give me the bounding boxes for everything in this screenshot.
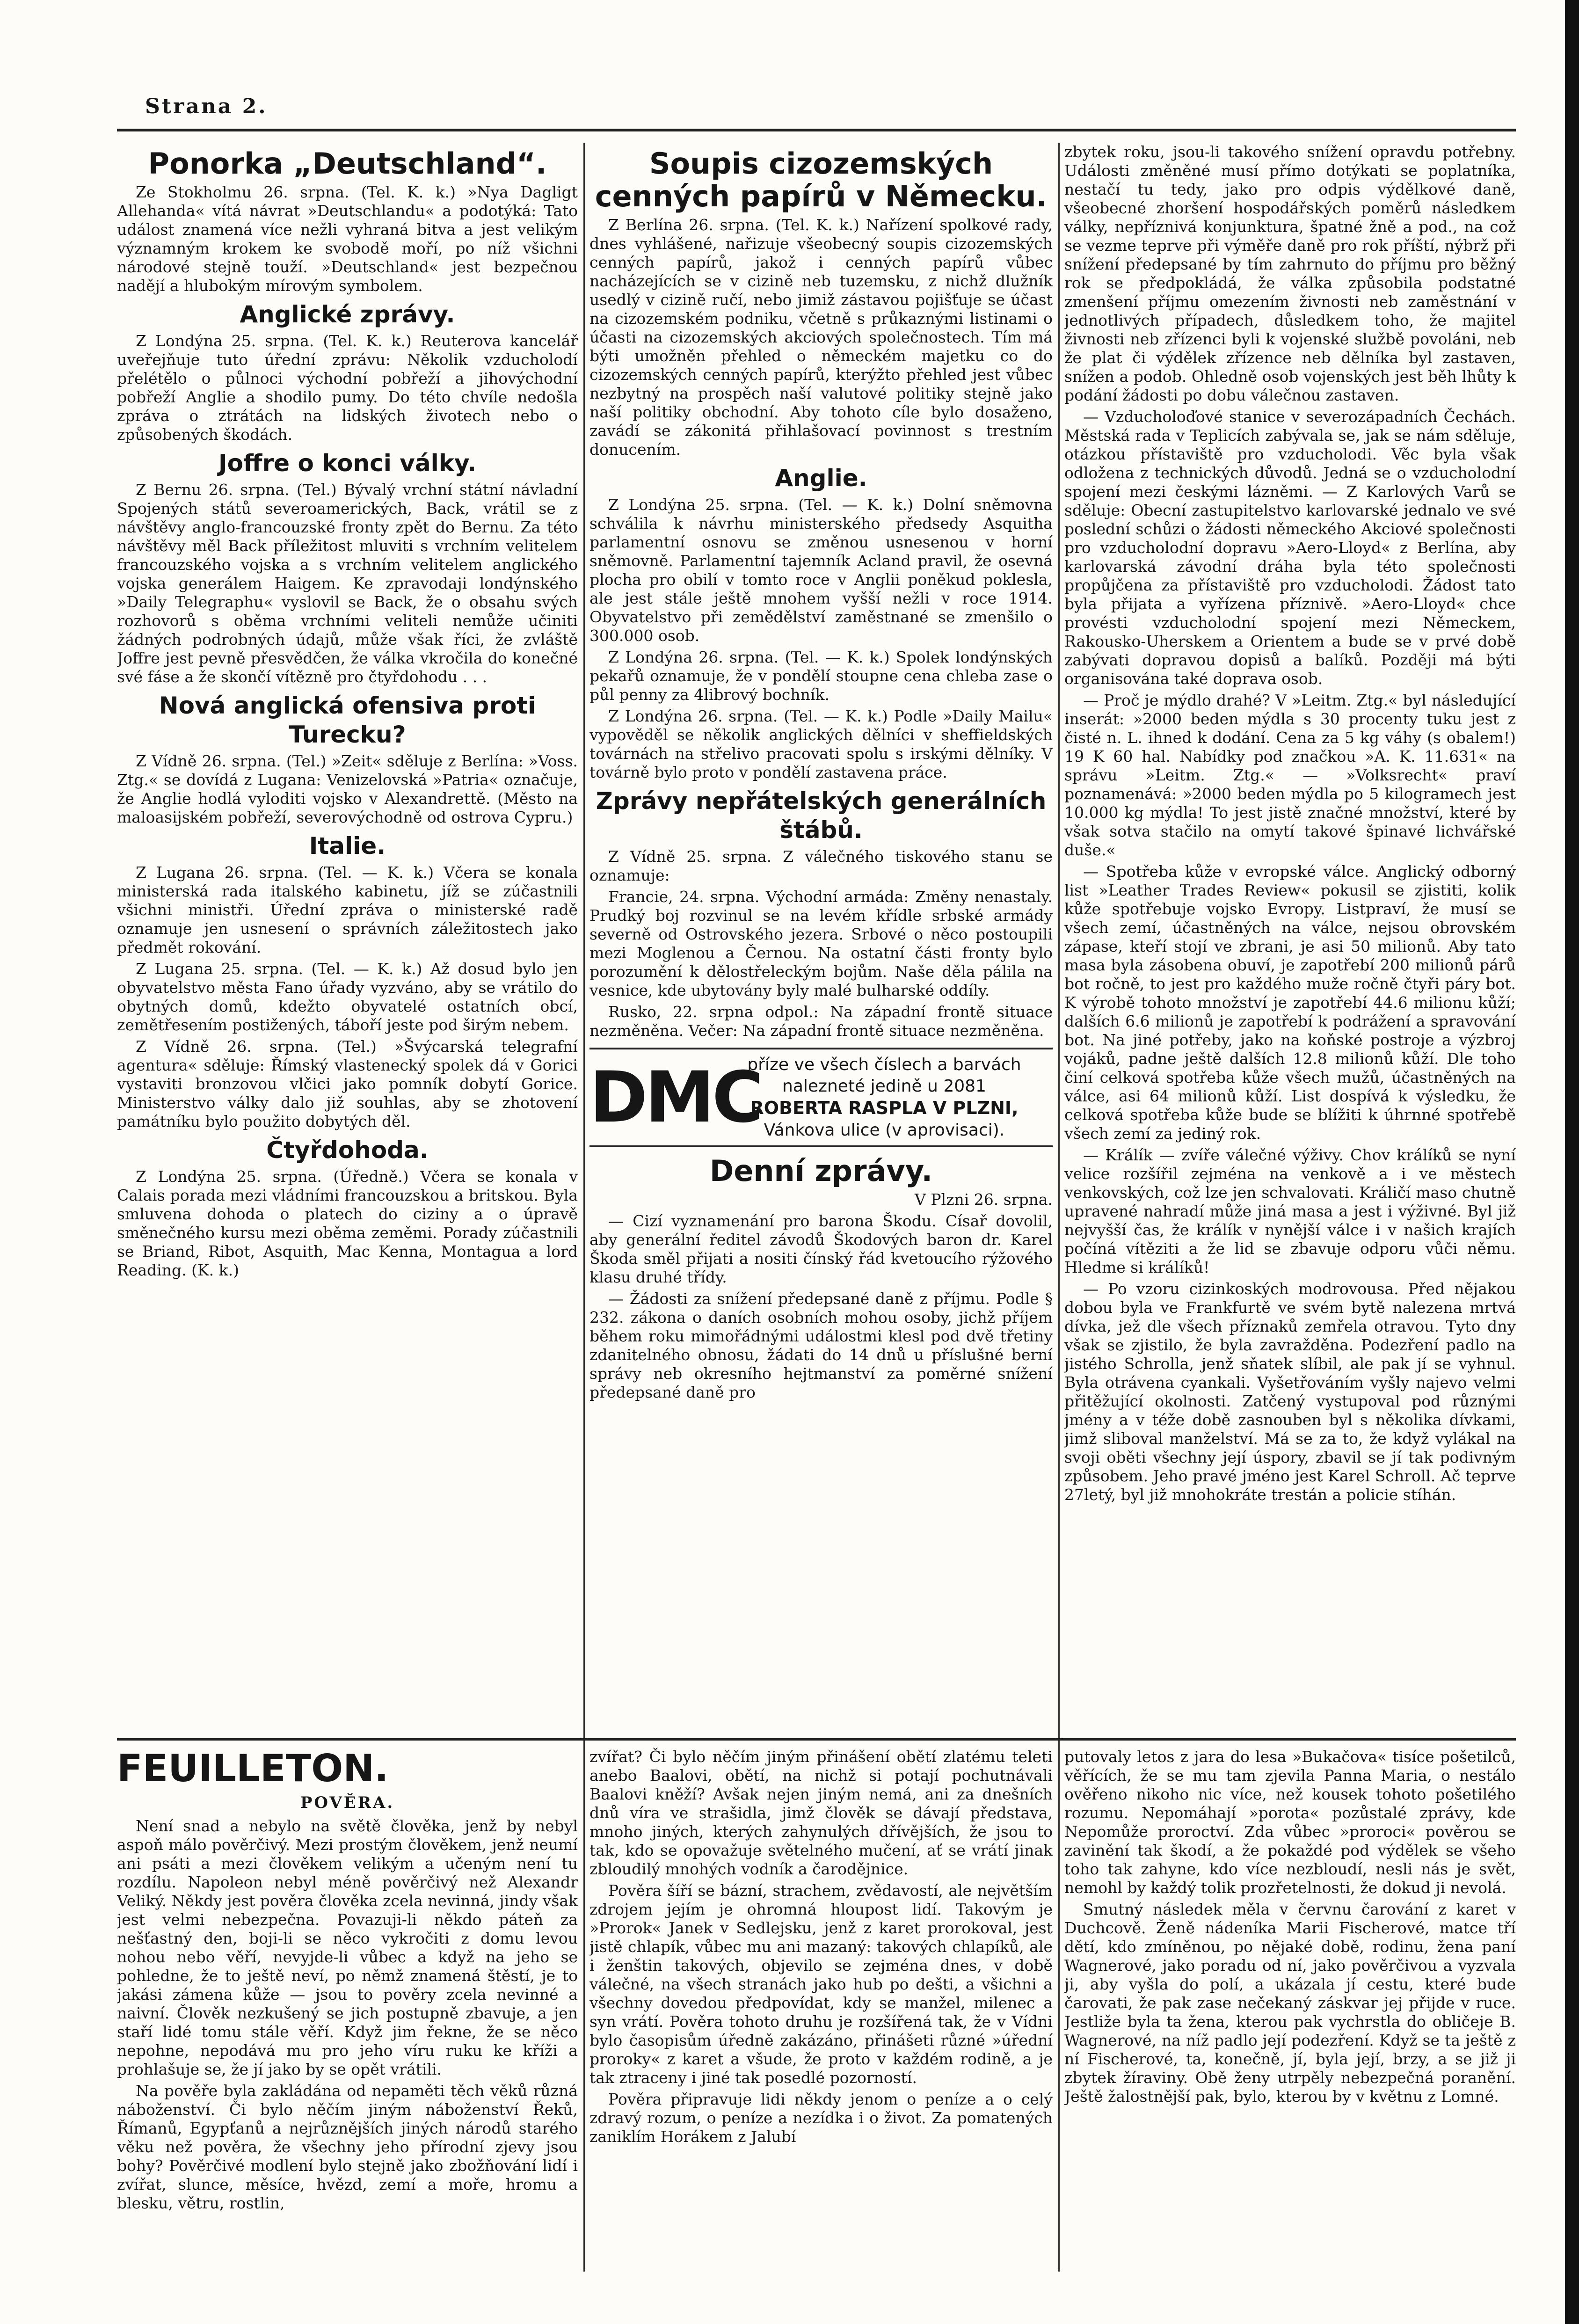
- article-italie-1: Z Lugana 26. srpna. (Tel. — K. k.) Včera se konala ministerská rada italského kabinetu, jíž se zúčastnili všichni ministři. Úřední zpráva o ministerské radě oznamuje jen usnesení o správních záležitostech jako předmět rokování.: [117, 863, 578, 956]
- article-ctyrdohoda: Z Londýna 25. srpna. (Úředně.) Včera se konala v Calais porada mezi vládními francouzskou a britskou. Byla smluvena dohoda o platech do ciziny a o úpravě směnečného kursu mezi oběma zeměmi. Porady zúčastnili se Briand, Ribot, Asquith, Mac Kenna, Montagua a lord Reading. (K. k.): [117, 1167, 578, 1279]
- headline-anglie: Anglie.: [775, 465, 867, 492]
- column-1: [117, 143, 578, 1743]
- article-italie-3: Z Vídně 26. srpna. (Tel.) »Švýcarská telegrafní agentura« sděluje: Římský vlastenecký spolek dá v Gorici vystaviti bronzovou vlčici jako pomník dobytí Gorice. Ministerstvo války dalo již souhlas, aby se zhotovení památníku bylo použito dobytých děl.: [117, 1037, 578, 1130]
- scan-edge: [1565, 0, 1579, 2324]
- article-modrovous: — Po vzoru cizinkoských modrovousa. Před nějakou dobou byla ve Frankfurtě ve svém bytě nalezena mrtvá dívka, jež dle všech příznaků zemřela otravou. Tyto dny však se zjistilo, že byla zavražděna. Podezření padlo na jistého Schrolla, jenž sňatek slíbil, ale pak jí se vyhnul. Byla otrávena cyankali. Vyšetřováním vyšly najevo velmi přitěžující okolnosti. Zatčený vystupoval pod různými jmény a v téže době zasnouben byl s několika dívkami, jimž sliboval manželství. Má se za to, že když vylákal na svoji oběti všechny její úspory, zbavil se jí tak podivným způsobem. Jeho pravé jméno jest Karel Schroll. Ač teprve 27letý, byl již mnohokráte trestán a policie stíhán.: [1064, 1280, 1516, 1504]
- article-joffre: Z Bernu 26. srpna. (Tel.) Bývalý vrchní státní návladní Spojených států severoamerických, Back, vrátil se z návštěvy anglo-francouzské fronty zpět do Bernu. Za této návštěvy měl Back příležitost mluviti s vrchním velitelem francouzského vojska a s vrchním velitelem anglického vojska generálem Haigem. Ke zpravodaji londýnského »Daily Telegraphu« vyslovil se Back, že o obsahu svých rozhovorů s oběma vrchními veliteli nemůže učiniti žádných podrobných údajů, může však říci, že zvláště Joffre jest pevně přesvědčen, že válka vkročila do konečné své fáse a že skončí vítězně pro čtyřdohodu . . .: [117, 481, 578, 686]
- article-anglie-1: Z Londýna 25. srpna. (Tel. — K. k.) Dolní sněmovna schválila k návrhu ministerského předsedy Asquitha parlamentní osnovu se změnou usnesenou v horní sněmovně. Parlamentní tajemník Acland pravil, že osevná plocha pro obilí v tomto roce v Anglii poněkud poklesla, ale jest stále ještě mnohem vyšší nežli v roce 1914. Obyvatelstvo při zemědělství zaměstnané se zmenšilo o 300.000 osob.: [589, 495, 1053, 645]
- headline-soupis: Soupis cizozemských cenných papírů v Německu.: [595, 146, 1048, 213]
- advertisement-dmc: [589, 1048, 1053, 1147]
- page-number: Strana 2.: [145, 95, 268, 118]
- article-ponorka: Ze Stokholmu 26. srpna. (Tel. K. k.) »Nya Dagligt Allehanda« vítá návrat »Deutschlandu« a podotýká: Tato událost znamená více nežli vyhraná bitva a jest velikým významným krokem ke svobodě moří, po níž všichni národové stejně touží. »Deutschland« jest bezpečnou nadějí a hlubokým mírovým symbolem.: [117, 183, 578, 295]
- headline-ponorka: Ponorka „Deutschland“.: [148, 146, 547, 181]
- headline-joffre: Joffre o konci války.: [218, 450, 476, 477]
- article-italie-2: Z Lugana 25. srpna. (Tel. — K. k.) Až dosud bylo jen obyvatelstvo města Fano úřady vyzváno, aby se vrátilo do obytných domů, kdežto obyvatelé ostatních obcí, zemětřesením postižených, táboří jeste pod širým nebem.: [117, 960, 578, 1034]
- dateline: V Plzni 26. srpna.: [915, 1190, 1053, 1209]
- article-dane-cont: zbytek roku, jsou-li takového snížení opravdu potřebny. Události změněné musí přímo dotýkati se poplatníka, nestačí tu tedy, jako pro odpis výdělkové daně, všeobecné zhoršení hospodářských poměrů následkem války, nepříznivá konjunktura, špatné žně a pod., na což se vezme teprve při výměře daně pro rok příští, nýbrž při snížení předepsané by tím zahrnuto do příjmu pro běžný rok se předpokládá, že válka způsobila podstatné zmenšení příjmu omezením živnosti neb zaměstnání v jednotlivých případech, důsledkem toho, že majitel živnosti neb zřízenci byli k vojenské službě povoláni, neb že plat či výdělek zřízence neb dělníka byl zastaven, snížen a podob. Ohledně osob vojenských jest běh lhůty k podání žádosti po dobu válečnou zastaven.: [1064, 143, 1516, 404]
- headline-ctyrdohoda: Čtyřdohoda.: [266, 1137, 429, 1164]
- column-rule-2: [1058, 143, 1060, 2272]
- feuilleton-c3-p1: putovaly letos z jara do lesa »Bukačova« tisíce pošetilců, věřících, že se mu tam zjevila Panna Maria, o nestálo ověřeno nikoho nic více, než kousek tohoto pošetilého rozumu. Nepomáhají »porota« pozůstalé zprávy, kde Nepomůže proroctví. Zda vůbec »proroci« pověrou se zavinění tak škodí, a že pokaždé pod výdělek se všeho toho tak zahyne, kdo více nezbloudí, nesli nás je svět, nemohl by každý tolik prozřetelnosti, že dokud ji nevolá.: [1064, 1748, 1516, 1897]
- headline-italie: Italie.: [309, 832, 386, 860]
- feuilleton-title: FEUILLETON.: [117, 1748, 389, 1790]
- ad-text: [716, 1054, 1053, 1141]
- feuilleton-c2-p2: Pověra šíří se bázní, strachem, zvědavostí, ale největším zdrojem jejím je ohromná hloupost lidí. Takovým je »Prorok« Janek v Sedlejsku, jenž z karet prorokoval, jest jistě chlapík, vůbec mu ani mazaný: takových chlapíků, ale i ženštin takových, objevilo se zejména dnes, v době válečné, na všech stranách jako hub po dešti, a všichni a všechny dovedou předpovídat, kdy se manžel, milenec a syn vrátí. Pověra tohoto druhu je rozšířená tak, že v Vídni bylo časopisům úředně zakázáno, přinášeti různé »úřední proroky« z karet a všude, že proto v každém rodině, a je tak ztraceny i jiné tak posedlé pozorností.: [589, 1881, 1053, 2087]
- dmc-logo: DMC: [589, 1056, 761, 1138]
- article-mydlo: — Proč je mýdlo drahé? V »Leitm. Ztg.« byl následující inserát: »2000 beden mýdla s 30 procenty tuku jest z čisté n. L. ihned k dodání. Cena za 5 kg váhy (s obalem!) 19 K 60 hal. Nabídky pod značkou »A. K. 11.631« na správu »Leitm. Ztg.« — »Volksrecht« praví poznamenává: »2000 beden mýdla po 5 kilogramech jest 10.000 kg mýdla! To jest jistě značné množství, které by však sotva stačilo na omytí takové špinavé lichvářské duše.«: [1064, 691, 1516, 859]
- feuilleton-p1: Není snad a nebylo na světě člověka, jenž by nebyl aspoň málo pověrčivý. Mezi prostým člověkem, jenž neumí ani psáti a mezi člověkem velikým a učeným není tu rozdílu. Napoleon nebyl méně pověrčivý než Alexandr Veliký. Někdy jest pověra člověka zcela nevinná, jindy však jest velmi nebezpečna. Povazuji-li někdo páteň za nešťastný den, boji-li se něco vykročiti z domu levou nohou nebo věří, nevyjde-li vůbec a když na jeho se pohledne, že to ještě neví, po němž znamená štěstí, je to jakási zámena kůže — jsou to pověry zcela nevinné a naivní. Člověk nezkušený se jich postupně zbavuje, a jen staří lidé tomu stále věří. Když jim řekne, že se něco nepohne, nepodává mu pro jeho víru ruku ke kříži a prohlašuje se, že jí jako by se opět vrátili.: [117, 1817, 578, 2078]
- feuilleton-subtitle: POVĚRA.: [300, 1793, 395, 1812]
- feuilleton-column-2: [589, 1748, 1053, 2281]
- article-vzducholode: — Vzducholoďové stanice v severozápadních Čechách. Městská rada v Teplicích zabývala se, jak se nám sděluje, otázkou přístaviště pro vzducholodi. Věc byla však odložena z technických důvodů. Jedná se o vzducholodní spojení mezi českými lázněmi. — Z Karlových Varů se sděluje: Obecní zastupitelstvo karlovarské jednalo ve své poslední schůzi o žádosti německého Akciové společnosti pro vzducholodní dopravu »Aero-Lloyd« z Berlína, aby karlovarská závodní dráha byla této společnosti propůjčena za přístaviště pro vzducholodi. Žádost tato byla přijata a vyřízena příznivě. »Aero-Lloyd« chce provésti vzducholodní spojení mezi Německem, Rakousko-Uherskem a Orientem a bude se v prvé době zabývati dopravou dopisů a balíků. Později má býti organisována také doprava osob.: [1064, 408, 1516, 688]
- headline-anglicke-zpravy: Anglické zprávy.: [240, 301, 455, 328]
- article-anglie-2: Z Londýna 26. srpna. (Tel. — K. k.) Spolek londýnských pekařů oznamuje, že v pondělí stoupne cena chleba zase o půl penny za 4librový bochník.: [589, 648, 1053, 704]
- column-rule-1: [583, 143, 585, 2272]
- headline-denni-zpravy: Denní zprávy.: [709, 1154, 933, 1188]
- article-anglie-3: Z Londýna 26. srpna. (Tel. — K. k.) Podle »Daily Mailu« vypověděl se několik anglických dělníci v sheffieldských továrnách na střelivo pracovati spolu s irskými dělníky. V továrně bylo proto v pondělí zastavena práce.: [589, 707, 1053, 781]
- article-anglicke-zpravy: Z Londýna 25. srpna. (Tel. K. k.) Reuterova kancelář uveřejňuje tuto úřední zprávu: Několik vzducholodí přelétělo o půlnoci východní pobřeží a jihovýchodní pobřeží Anglie a shodilo pumy. Do této chvíle nedošla zpráva o ztrátách na lidských životech nebo o způsobených škodách.: [117, 332, 578, 444]
- column-3: [1064, 143, 1516, 1743]
- ad-line-3: ROBERTA RASPLA V PLZNI,: [750, 1097, 1019, 1118]
- feuilleton-p2: Na pověře byla zakládána od nepaměti těch věků různá náboženství. Či bylo něčím jiným náboženství Řeků, Římanů, Egypťanů a nejrůznějších jiných národů starého věku než pověra, že všechny jeho přírodní zjevy jsou bohy? Pověrčivé modlení bylo stejně jako zbožňování lidí i zvířat, slunce, měsíce, hvězd, zemí a moře, hromu a blesku, větru, rostlin,: [117, 2082, 578, 2212]
- article-skoda: — Cizí vyznamenání pro barona Škodu. Císař dovolil, aby generální ředitel závodů Škodových baron dr. Karel Škoda směl přijati a nositi čínský řád kvetoucího rýžového klasu druhé třídy.: [589, 1212, 1053, 1286]
- column-2: [589, 143, 1053, 1743]
- article-staby-3: Rusko, 22. srpna odpol.: Na západní frontě situace nezměněna. Večer: Na západní frontě situace nezměněna.: [589, 1003, 1053, 1040]
- header-rule: [117, 129, 1516, 131]
- ad-line-1: příze ve všech číslech a barvách: [747, 1055, 1021, 1074]
- newspaper-page: [117, 84, 1516, 2283]
- feuilleton-column-3: [1064, 1748, 1516, 2281]
- article-kuze: — Spotřeba kůže v evropské válce. Anglický odborný list »Leather Trades Review« pokusil se zjistiti, kolik kůže spotřebuje vojsko Evropy. Listpraví, že musí se všech zemí, účastněných na válce, nejsou obrovském zápase, kteří stojí ve zbrani, je asi 50 milionů. Aby tato masa byla zásobena obuví, je zapotřebí 200 milionů párů bot ročně, to jest pro každého muže ročně čtyři páry bot. K výrobě tohoto množství je zapotřebí 44.6 milionu kůží; dalších 6.6 milionů je zapotřebí k podrážení a spravování bot. Na jiné potřeby, jako na koňské postroje a výzbroj vojáků, padne ještě dalších 12.8 milionů kůží. Dle toho činí celková spotřeba kůže všech mužů, účastněných na válce, asi 64 milionů kůží. List dospívá k výsledku, že celková spotřeba kůže bude se blížiti k úhrnné spotřebě všech zemí za jediný rok.: [1064, 862, 1516, 1143]
- headline-ofensiva: Nová anglická ofensiva proti Turecku?: [159, 692, 536, 748]
- feuilleton-rule: [117, 1738, 1516, 1741]
- article-soupis: Z Berlína 26. srpna. (Tel. K. k.) Nařízení spolkové rady, dnes vyhlášené, nařizuje všeobecný soupis cizozemských cenných papírů, jakož i cenných papírů vůbec nacházejících se v cizině neb tuzemsku, z nichž dlužník usedlý v cizině ručí, nebo jimiž zástavou pojišťuje se účast na cizozemském podniku, včetně s průkaznými listinami o účasti na cizozemských akciových společnostech. Tím má býti umožněn přehled o německém majetku co do cizozemských cenných papírů, kterýžto přehled jest vůbec nezbytný na prospěch naší valutové politiky stejně jako naší politiky obchodní. Aby tohoto cíle bylo dosaženo, zavádí se zákonitá přihlašovací povinnost s trestním donucením.: [589, 216, 1053, 459]
- feuilleton-c3-p2: Smutný následek měla v červnu čarování z karet v Duchcově. Ženě nádeníka Marii Fischerové, matce tří dětí, kdo zmíněnou, po nějaké době, rodinu, žena paní Wagnerové, jako poradu od ní, jako pověrčivou a vyzvala ji, aby vyšla do polí, a ukázala jí cestu, které bude čarovati, že pak zase nečekaný záskvar jej přijde v ruce. Jestliže byla ta žena, kterou pak vychrstla do obličeje B. Wagnerové, na níž padlo její podezření. Když se ta ještě z ní Fischerové, ta, konečně, jí, byla její, brzy, a se již ji zbytek žíraviny. Obě ženy utrpěly nebezpečná poranění. Ještě žalostnější pak, bylo, kterou by v květnu z Lomné.: [1064, 1900, 1516, 2105]
- ad-line-4: Vánkova ulice (v aprovisaci).: [764, 1120, 1005, 1140]
- feuilleton-c2-p1: zvířat? Či bylo něčím jiným přinášení obětí zlatému teleti anebo Baalovi, obětí, na nichž si potají pochutnávali Baalovi kněží? Avšak nejen jiným nemá, ani za dnešních dnů víra ve strašidla, jimž člověk se dávají představa, mnoho jiných, kterých zahynulých dřívějších, že jsou to tak, kdo se opovažuje světelného mučení, ať se vrátí jinak zbloudilý mnohých vodník a čarodějnice.: [589, 1748, 1053, 1878]
- article-dane: — Žádosti za snížení předepsané daně z příjmu. Podle § 232. zákona o daních osobních mohou osoby, jichž příjem během roku mimořádnými událostmi klesl pod dvě třetiny zdanitelného obnosu, žádati do 14 dnů u příslušné berní správy neb okresního hejtmanství za poměrné snížení předepsané daně pro: [589, 1289, 1053, 1401]
- feuilleton-column-1: [117, 1748, 578, 2281]
- article-ofensiva: Z Vídně 26. srpna. (Tel.) »Zeit« sděluje z Berlína: »Voss. Ztg.« se dovídá z Lugana: Venizelovská »Patria« označuje, že Anglie hodlá vyloditi vojsko v Alexandrettě. (Město na maloasijském pobřeží, severovýchodně od ostrova Cypru.): [117, 752, 578, 826]
- headline-staby: Zprávy nepřátelských generálních štábů.: [596, 787, 1047, 844]
- article-staby-1: Z Vídně 25. srpna. Z válečného tiskového stanu se oznamuje:: [589, 847, 1053, 884]
- ad-line-2: nalezneté jedině u 2081: [782, 1076, 986, 1096]
- article-kralik: — Králík — zvíře válečné výživy. Chov králíků se nyní velice rozšířil zejména na venkově a i ve městech venkovských, což lze jen schvalovati. Králičí maso chutně upravené nahradí může jiná masa a jest i výživné. Byl již nejvyšší čas, že králík v nynější válce i v našich krajích počíná vítěziti a že lid se zbavuje odporu vůči němu. Hledme si králíků!: [1064, 1146, 1516, 1276]
- feuilleton-c2-p3: Pověra připravuje lidi někdy jenom o peníze a o celý zdravý rozum, o peníze a nezídka i o život. Za pomatených zaniklím Horákem z Jalubí: [589, 2090, 1053, 2146]
- article-staby-2: Francie, 24. srpna. Východní armáda: Změny nenastaly. Prudký boj rozvinul se na levém křídle srbské armády severně od Ostrovského jezera. Srbové o něco postoupili mezi Moglenou a Černou. Na ostatní části fronty bylo porozumění k dělostřeleckým bojům. Naše děla pálila na vesnice, kde ubytovány byly malé bulharské oddíly.: [589, 888, 1053, 999]
